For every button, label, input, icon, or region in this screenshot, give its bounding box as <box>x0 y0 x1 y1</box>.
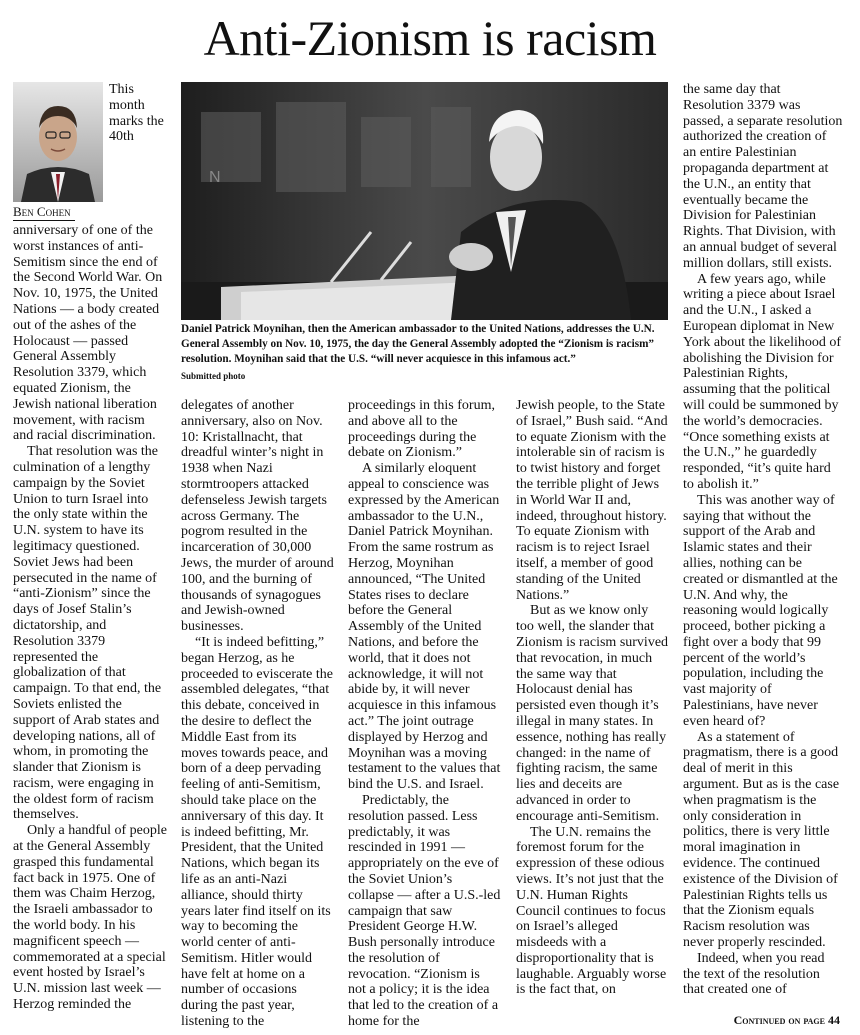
moynihan-photo <box>181 82 668 320</box>
author-mugshot <box>13 82 103 221</box>
paragraph: Jewish people, to the State of Israel,” Bush said. “And to equate Zionism with the intolerable sin of racism is to twist history and forget the terrible plight of Jews in World War II and, indeed, throughout history. To equate Zionism with racism is to reject Israel itself, a member of good standing of the United Nations.” <box>516 398 668 603</box>
paragraph: the same day that Resolution 3379 was passed, a separate resolution authorized the creation of an entire Palestinian propaganda department at the U.N., an entity that eventually became the Division for Palestinian Rights. That Division, with an annual budget of several million dollars, still exists. <box>683 82 843 271</box>
svg-text:N: N <box>209 169 221 186</box>
paragraph: proceedings in this forum, and above all to the proceedings during the debate on Zionism.” <box>348 398 495 461</box>
speaker-at-podium-image <box>181 82 668 320</box>
column-1 <box>13 82 167 1013</box>
photo-caption <box>181 322 669 383</box>
author-photo <box>13 82 103 202</box>
paragraph: Indeed, when you read the text of the resolution that created one of <box>683 950 825 998</box>
column-4 <box>516 398 669 998</box>
caption-text: Daniel Patrick Moynihan, then the American ambassador to the United Nations, addresses the U.N. General Assembly on Nov. 10, 1975, the day the General Assembly adopted the “Zionism is racism” resolution. Moynihan said that the U.S. “will never acquiesce in this infamous act.” <box>181 323 655 365</box>
paragraph: A similarly eloquent appeal to conscience was expressed by the American ambassador to the U.N., Daniel Patrick Moynihan. From the same rostrum as Herzog, Moynihan announced, “The United States rises to declare before the General Assembly of the United Nations, and before the world, that it does not acknowledge, it will not abide by, it will never acquiesce in this infamous act.” The joint outrage displayed by Herzog and Moynihan was a moving testament to the values that bind the U.S. and Israel. <box>348 461 501 793</box>
paragraph: Only a handful of people at the General Assembly grasped this fundamental fact back in 1975. One of them was Chaim Herzog, the Israeli ambassador to the world body. In his magnificent speech — commemorated at a special event hosted by Israel’s U.N. mission last week — Herzog reminded the <box>13 823 167 1013</box>
paragraph: The U.N. remains the foremost forum for the expression of these odious views. It’s not just that the U.N. Human Rights Council continues to focus on Israel’s alleged misdeeds with a disproportionality that is laughable. Arguably worse is the fact that, on <box>516 824 667 998</box>
byline: Ben Cohen <box>13 204 75 221</box>
paragraph: A few years ago, while writing a piece about Israel and the U.N., I asked a European diplomat in New York about the likelihood of abolishing the Division for Palestinian Rights, assuming that the political will could be summoned by the world’s democracies. “Once something exists at the U.N.,” he guardedly responded, “it’s quite hard to abolish it.” <box>683 271 842 492</box>
column-3 <box>348 398 501 1030</box>
continued-on-jump: Continued on page 44 <box>733 1013 840 1027</box>
paragraph: That resolution was the culmination of a lengthy campaign by the Soviet Union to turn Israel into the only state within the U.N. system to have its legitimacy questioned. Soviet Jews had been persecuted in the name of “anti-Zionism” since the days of Josef Stalin’s dictatorship, and Resolution 3379 represented the globalization of that campaign. To that end, the Soviets enlisted the support of Arab states and developing nations, all of whom, in promoting the slander that Zionism is racism, were engaging in the oldest form of racism themselves. <box>13 444 162 823</box>
photo-credit: Submitted photo <box>181 371 246 381</box>
paragraph: But as we know only too well, the slander that Zionism is racism survived that revocation, in much the same way that Holocaust denial has persisted even though it’s illegal in many states. In essence, nothing has really changed: in the name of fighting racism, the same lies and deceits are advanced in order to encourage anti-Semitism. <box>516 603 669 824</box>
headline: Anti-Zionism is racism <box>203 10 657 66</box>
paragraph: This was another way of saying that without the support of the Arab and Islamic states and their allies, nothing can be created or dismantled at the U.N. And why, the reasoning would logically proceed, bother picking a fight over a body that 99 percent of the world’s population, including the vast majority of Palestinians, have never even heard of? <box>683 492 838 729</box>
paragraph: Predictably, the resolution passed. Less predictably, it was rescinded in 1991 — appropriately on the eve of the Soviet Union’s collapse — after a U.S.-led campaign that saw President George H.W. Bush personally introduce the resolution of revocation. “Zionism is not a policy; it is the idea that led to the creation of a home for the <box>348 792 501 1030</box>
paragraph: “It is indeed befitting,” began Herzog, as he proceeded to eviscerate the assembled delegates, “that this debate, conceived in the desire to deflect the Middle East from its moves towards peace, and born of a deep pervading feeling of anti-Semitism, should take place on the anniversary of this day. It is indeed befitting, Mr. President, that the United Nations, which began its life as an anti-Nazi alliance, should thirty years later find itself on its way to becoming the world center of anti-Semitism. Hitler would have felt at home on a number of occasions during the past year, listening to the <box>181 634 333 1030</box>
paragraph: As a statement of pragmatism, there is a good deal of merit in this argument. But as is the case when pragmatism is the only consideration in politics, there is very little moral imagination in evidence. The continued existence of the Division of Palestinian Rights tells us that the Zionism equals Racism resolution was never properly rescinded. <box>683 729 840 951</box>
paragraph: delegates of another anniversary, also on Nov. 10: Kristallnacht, that dreadful winter’s night in 1938 when Nazi stormtroopers attacked defenseless Jewish targets across Germany. The pogrom resulted in the incarceration of 30,000 Jews, the murder of around 100, and the burning of thousands of synagogues and Jewish-owned businesses. <box>181 398 334 635</box>
column-5 <box>683 82 843 998</box>
paragraph: This month marks the 40th anniversary of one of the worst instances of anti-Semitism since the end of the Second World War. On Nov. 10, 1975, the United Nations — a body created out of the ashes of the Holocaust — passed General Assembly Resolution 3379, which equated Zionism, the Jewish national liberation movement, with racism and racial discrimination. <box>13 82 164 444</box>
column-2 <box>181 398 334 1030</box>
